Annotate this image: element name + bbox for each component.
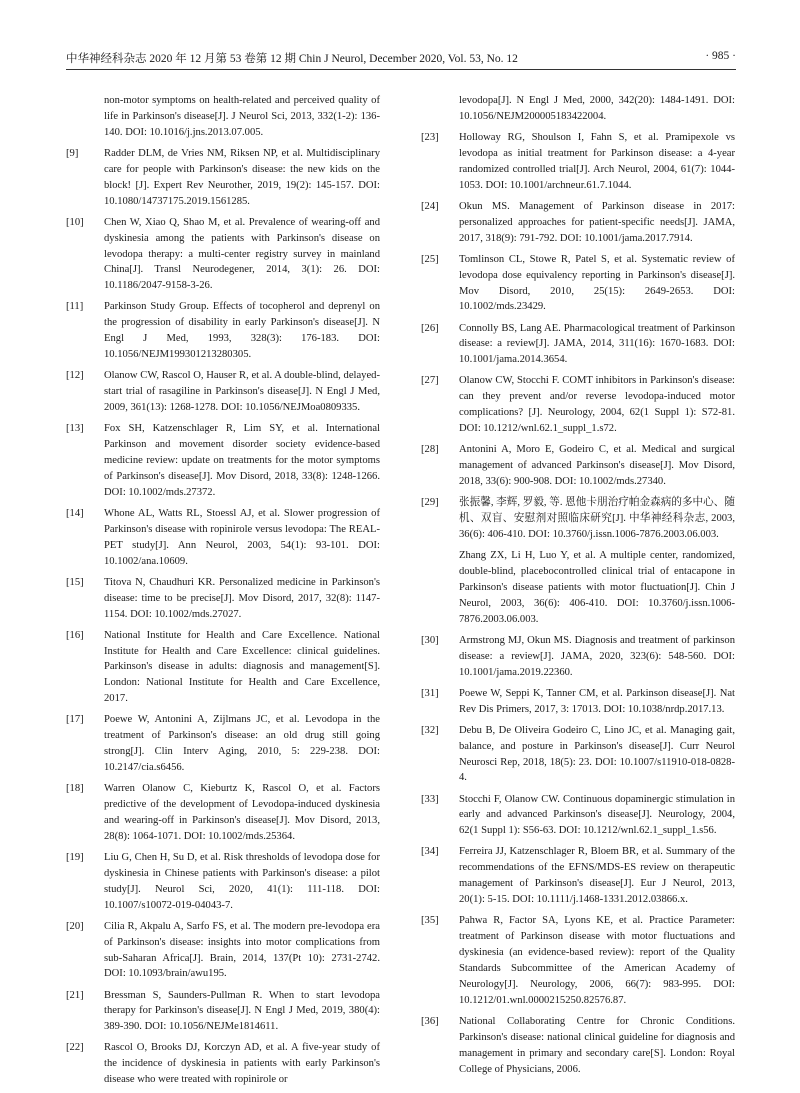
reference-column-left — [66, 93, 380, 1093]
reference-text: Liu G, Chen H, Su D, et al. Risk thresholds of levodopa dose for dyskinesia in Chinese patients with Parkinson's disease: a pilot study[J]. Neurol Sci, 2020, 41(1): 111-118. DOI: 10.1007/s10072-019-04043-7. — [104, 851, 380, 911]
reference-number: [9] — [66, 147, 79, 159]
page-number: · 985 · — [705, 50, 736, 62]
reference-entry — [421, 442, 735, 490]
reference-number: [22] — [66, 1042, 84, 1054]
reference-entry — [421, 686, 735, 718]
reference-number: [34] — [421, 846, 439, 858]
reference-text: Pahwa R, Factor SA, Lyons KE, et al. Practice Parameter: treatment of Parkinson disease with motor fluctuations and dyskinesia (an evidence-based review): report of the Quality Standards Subcommittee of the American Academy of Neurology[J]. Neurology, 2006, 66(7): 983-995. DOI: 10.1212/01.wnl.0000215250.82576.87. — [459, 915, 735, 1006]
reference-text: Connolly BS, Lang AE. Pharmacological treatment of Parkinson disease: a review[J]. JAMA, 2014, 311(16): 1670-1683. DOI: 10.1001/jama.2014.3654. — [459, 322, 735, 366]
reference-entry — [66, 299, 380, 363]
reference-entry — [66, 506, 380, 570]
reference-text: National Institute for Health and Care Excellence. National Institute for Health and Care Excellence: clinical guidelines. Parkinson's disease in adults: diagnosis and management[S]. London: National Institute for Health and Care Excellence, 2017. — [104, 629, 380, 705]
reference-number: [29] — [421, 497, 439, 509]
journal-citation-header: 中华神经科杂志 2020 年 12 月第 53 卷第 12 期 Chin J Neurol, December 2020, Vol. 53, No. 12 — [66, 53, 518, 65]
reference-column-right — [421, 93, 735, 1083]
reference-text: Stocchi F, Olanow CW. Continuous dopaminergic stimulation in early and advanced Parkinson's disease[J]. Neurology, 2004, 62(1 Suppl 1): S56-63. DOI: 10.1212/wnl.62.1_suppl_1.s56. — [459, 793, 735, 837]
reference-number: [18] — [66, 783, 84, 795]
reference-text: levodopa[J]. N Engl J Med, 2000, 342(20): 1484-1491. DOI: 10.1056/NEJM200005183422004. — [459, 95, 735, 122]
reference-text: Armstrong MJ, Okun MS. Diagnosis and treatment of parkinson disease: a review[J]. JAMA, 2020, 323(6): 548-560. DOI: 10.1001/jama.2019.22360. — [459, 634, 735, 678]
reference-entry — [421, 495, 735, 543]
reference-number: [25] — [421, 253, 439, 265]
reference-number: [30] — [421, 634, 439, 646]
reference-text: 张振馨, 李辉, 罗毅, 等. 恩他卡朋治疗帕金森病的多中心、随机、双盲、安慰剂对照临床研究[J]. 中华神经科杂志, 2003, 36(6): 406-410. DOI: 10.3760/j.issn.1006-7876.2003.06.003. — [459, 497, 735, 540]
reference-entry — [66, 781, 380, 845]
reference-entry — [66, 712, 380, 776]
reference-text: Olanow CW, Stocchi F. COMT inhibitors in Parkinson's disease: can they prevent and/or reverse levodopa-induced motor complications? [J]. Neurology, 2004, 62(1 Suppl 1): S72-81. DOI: 10.1212/wnl.62.1_suppl_1.s72. — [459, 375, 735, 435]
reference-text: Chen W, Xiao Q, Shao M, et al. Prevalence of wearing-off and dyskinesia among the patients with Parkinson's disease on levodopa therapy: a multi-center registry survey in mainland China[J]. Transl Neurodegener, 2014, 3(1): 26. DOI: 10.1186/2047-9158-3-26. — [104, 216, 380, 292]
reference-text: Fox SH, Katzenschlager R, Lim SY, et al. International Parkinson and movement disorder society evidence-based medicine review: update on treatments for the motor symptoms of Parkinson's disease[J]. Mov Disord, 2018, 33(8): 1248-1266. DOI: 10.1002/mds.27372. — [104, 423, 380, 498]
reference-text: Ferreira JJ, Katzenschlager R, Bloem BR, et al. Summary of the recommendations of the EFNS/MDS-ES review on therapeutic management of Parkinson's disease[J]. Eur J Neurol, 2013, 20(1): 5-15. DOI: 10.1111/j.1468-1331.2012.03866.x. — [459, 846, 735, 906]
reference-entry — [421, 548, 735, 628]
reference-entry — [66, 368, 380, 416]
reference-entry — [66, 215, 380, 295]
reference-number: [27] — [421, 375, 439, 387]
reference-entry — [66, 93, 380, 141]
reference-text: non-motor symptoms on health-related and perceived quality of life in Parkinson's disease[J]. J Neurol Sci, 2013, 332(1-2): 136-140. DOI: 10.1016/j.jns.2013.07.005. — [104, 95, 380, 138]
reference-entry — [66, 919, 380, 983]
reference-number: [26] — [421, 322, 439, 334]
reference-entry — [421, 373, 735, 437]
running-header — [66, 47, 736, 70]
reference-number: [14] — [66, 507, 84, 519]
reference-text: Titova N, Chaudhuri KR. Personalized medicine in Parkinson's disease: time to be precise[J]. Mov Disord, 2017, 32(8): 1147-1154. DOI: 10.1002/mds.27027. — [104, 576, 380, 620]
reference-number: [31] — [421, 687, 439, 699]
reference-text: Okun MS. Management of Parkinson disease in 2017: personalized approaches for patient-specific needs[J]. JAMA, 2017, 318(9): 791-792. DOI: 10.1001/jama.2017.7914. — [459, 200, 735, 244]
reference-entry — [421, 93, 735, 125]
reference-text: Radder DLM, de Vries NM, Riksen NP, et al. Multidisciplinary care for people with Parkinson's disease: the new kids on the block! [J]. Expert Rev Neurother, 2019, 19(2): 145-157. DOI: 10.1080/14737175.2019.1561285. — [104, 147, 380, 207]
reference-number: [17] — [66, 714, 84, 726]
reference-number: [32] — [421, 724, 439, 736]
reference-entry — [421, 199, 735, 247]
reference-number: [33] — [421, 793, 439, 805]
reference-entry — [66, 850, 380, 914]
reference-number: [20] — [66, 920, 84, 932]
reference-entry — [421, 130, 735, 194]
reference-text: Bressman S, Saunders-Pullman R. When to start levodopa therapy for Parkinson's disease[J]. N Engl J Med, 2019, 380(4): 389-390. DOI: 10.1056/NEJMe1814611. — [104, 989, 380, 1033]
reference-text: Antonini A, Moro E, Godeiro C, et al. Medical and surgical management of advanced Parkinson's disease[J]. Mov Disord, 2018, 33(6): 900-908. DOI: 10.1002/mds.27340. — [459, 444, 735, 488]
reference-number: [35] — [421, 915, 439, 927]
reference-text: National Collaborating Centre for Chronic Conditions. Parkinson's disease: national clinical guideline for diagnosis and management in primary and secondary care[S]. London: Royal College of Physicians, 2006. — [459, 1015, 735, 1075]
reference-number: [12] — [66, 370, 84, 382]
reference-number: [15] — [66, 576, 84, 588]
reference-entry — [421, 321, 735, 369]
reference-number: [10] — [66, 216, 84, 228]
reference-text: Warren Olanow C, Kieburtz K, Rascol O, et al. Factors predictive of the development of Levodopa-induced dyskinesia and wearing-off in Parkinson's disease[J]. Mov Disord, 2013, 28(8): 1064-1071. DOI: 10.1002/mds.25364. — [104, 783, 380, 842]
reference-number: [21] — [66, 989, 84, 1001]
reference-number: [16] — [66, 629, 84, 641]
reference-number: [23] — [421, 132, 439, 143]
reference-number: [13] — [66, 423, 84, 435]
reference-text: Whone AL, Watts RL, Stoessl AJ, et al. Slower progression of Parkinson's disease with ropinirole versus levodopa: The REAL-PET study[J]. Ann Neurol, 2003, 54(1): 93-101. DOI: 10.1002/ana.10609. — [104, 507, 380, 567]
reference-number: [36] — [421, 1015, 439, 1027]
reference-text: Debu B, De Oliveira Godeiro C, Lino JC, et al. Managing gait, balance, and posture in Parkinson's disease[J]. Curr Neurol Neurosci Rep, 2018, 18(5): 23. DOI: 10.1007/s11910-018-0828-4. — [459, 724, 735, 784]
reference-text: Holloway RG, Shoulson I, Fahn S, et al. Pramipexole vs levodopa as initial treatment for Parkinson disease: a 4-year randomized controlled trial[J]. Arch Neurol, 2004, 61(7): 1044-1053. DOI: 10.1001/archneur.61.7.1044. — [459, 132, 735, 191]
reference-entry — [66, 988, 380, 1036]
reference-entry — [421, 1014, 735, 1078]
reference-entry — [421, 252, 735, 316]
reference-text: Olanow CW, Rascol O, Hauser R, et al. A double-blind, delayed-start trial of rasagiline in Parkinson's disease[J]. N Engl J Med, 2009, 361(13): 1268-1278. DOI: 10.1056/NEJMoa0809335. — [104, 370, 380, 414]
reference-number: [19] — [66, 851, 84, 863]
reference-entry — [421, 633, 735, 681]
reference-number: [11] — [66, 301, 84, 313]
reference-number: [24] — [421, 200, 439, 212]
reference-entry — [66, 575, 380, 623]
reference-entry — [66, 146, 380, 210]
reference-text: Poewe W, Seppi K, Tanner CM, et al. Parkinson disease[J]. Nat Rev Dis Primers, 2017, 3: 17013. DOI: 10.1038/nrdp.2017.13. — [459, 687, 735, 715]
reference-number: [28] — [421, 444, 439, 456]
reference-entry — [66, 421, 380, 501]
reference-text: Poewe W, Antonini A, Zijlmans JC, et al. Levodopa in the treatment of Parkinson's disease: an old drug still going strong[J]. Clin Interv Aging, 2010, 5: 229-238. DOI: 10.2147/cia.s6456. — [104, 714, 380, 774]
reference-entry — [66, 1040, 380, 1088]
reference-entry — [421, 844, 735, 908]
reference-entry — [421, 913, 735, 1008]
reference-text: Rascol O, Brooks DJ, Korczyn AD, et al. A five-year study of the incidence of dyskinesia in patients with early Parkinson's disease who were treated with ropinirole or — [104, 1042, 380, 1086]
reference-entry — [421, 723, 735, 787]
reference-text: Tomlinson CL, Stowe R, Patel S, et al. Systematic review of levodopa dose equivalency reporting in Parkinson's disease[J]. Mov Disord, 2010, 25(15): 2649-2653. DOI: 10.1002/mds.23429. — [459, 253, 735, 313]
reference-text: Zhang ZX, Li H, Luo Y, et al. A multiple center, randomized, double-blind, placebocontrolled clinical trial of entacapone in Parkinson's disease patients with motor fluctuation[J]. Chin J Neurol, 2003, 36(6): 406-410. DOI: 10.3760/j.issn.1006-7876.2003.06.003. — [459, 550, 735, 625]
reference-text: Parkinson Study Group. Effects of tocopherol and deprenyl on the progression of disability in early Parkinson's disease[J]. N Engl J Med, 1993, 328(3): 176-183. DOI: 10.1056/NEJM199301213280305. — [104, 301, 380, 361]
reference-text: Cilia R, Akpalu A, Sarfo FS, et al. The modern pre-levodopa era of Parkinson's disease: insights into motor complications from sub-Saharan Africa[J]. Brain, 2014, 137(Pt 10): 2731-2742. DOI: 10.1093/brain/awu195. — [104, 920, 380, 980]
reference-entry — [66, 628, 380, 708]
reference-entry — [421, 792, 735, 840]
